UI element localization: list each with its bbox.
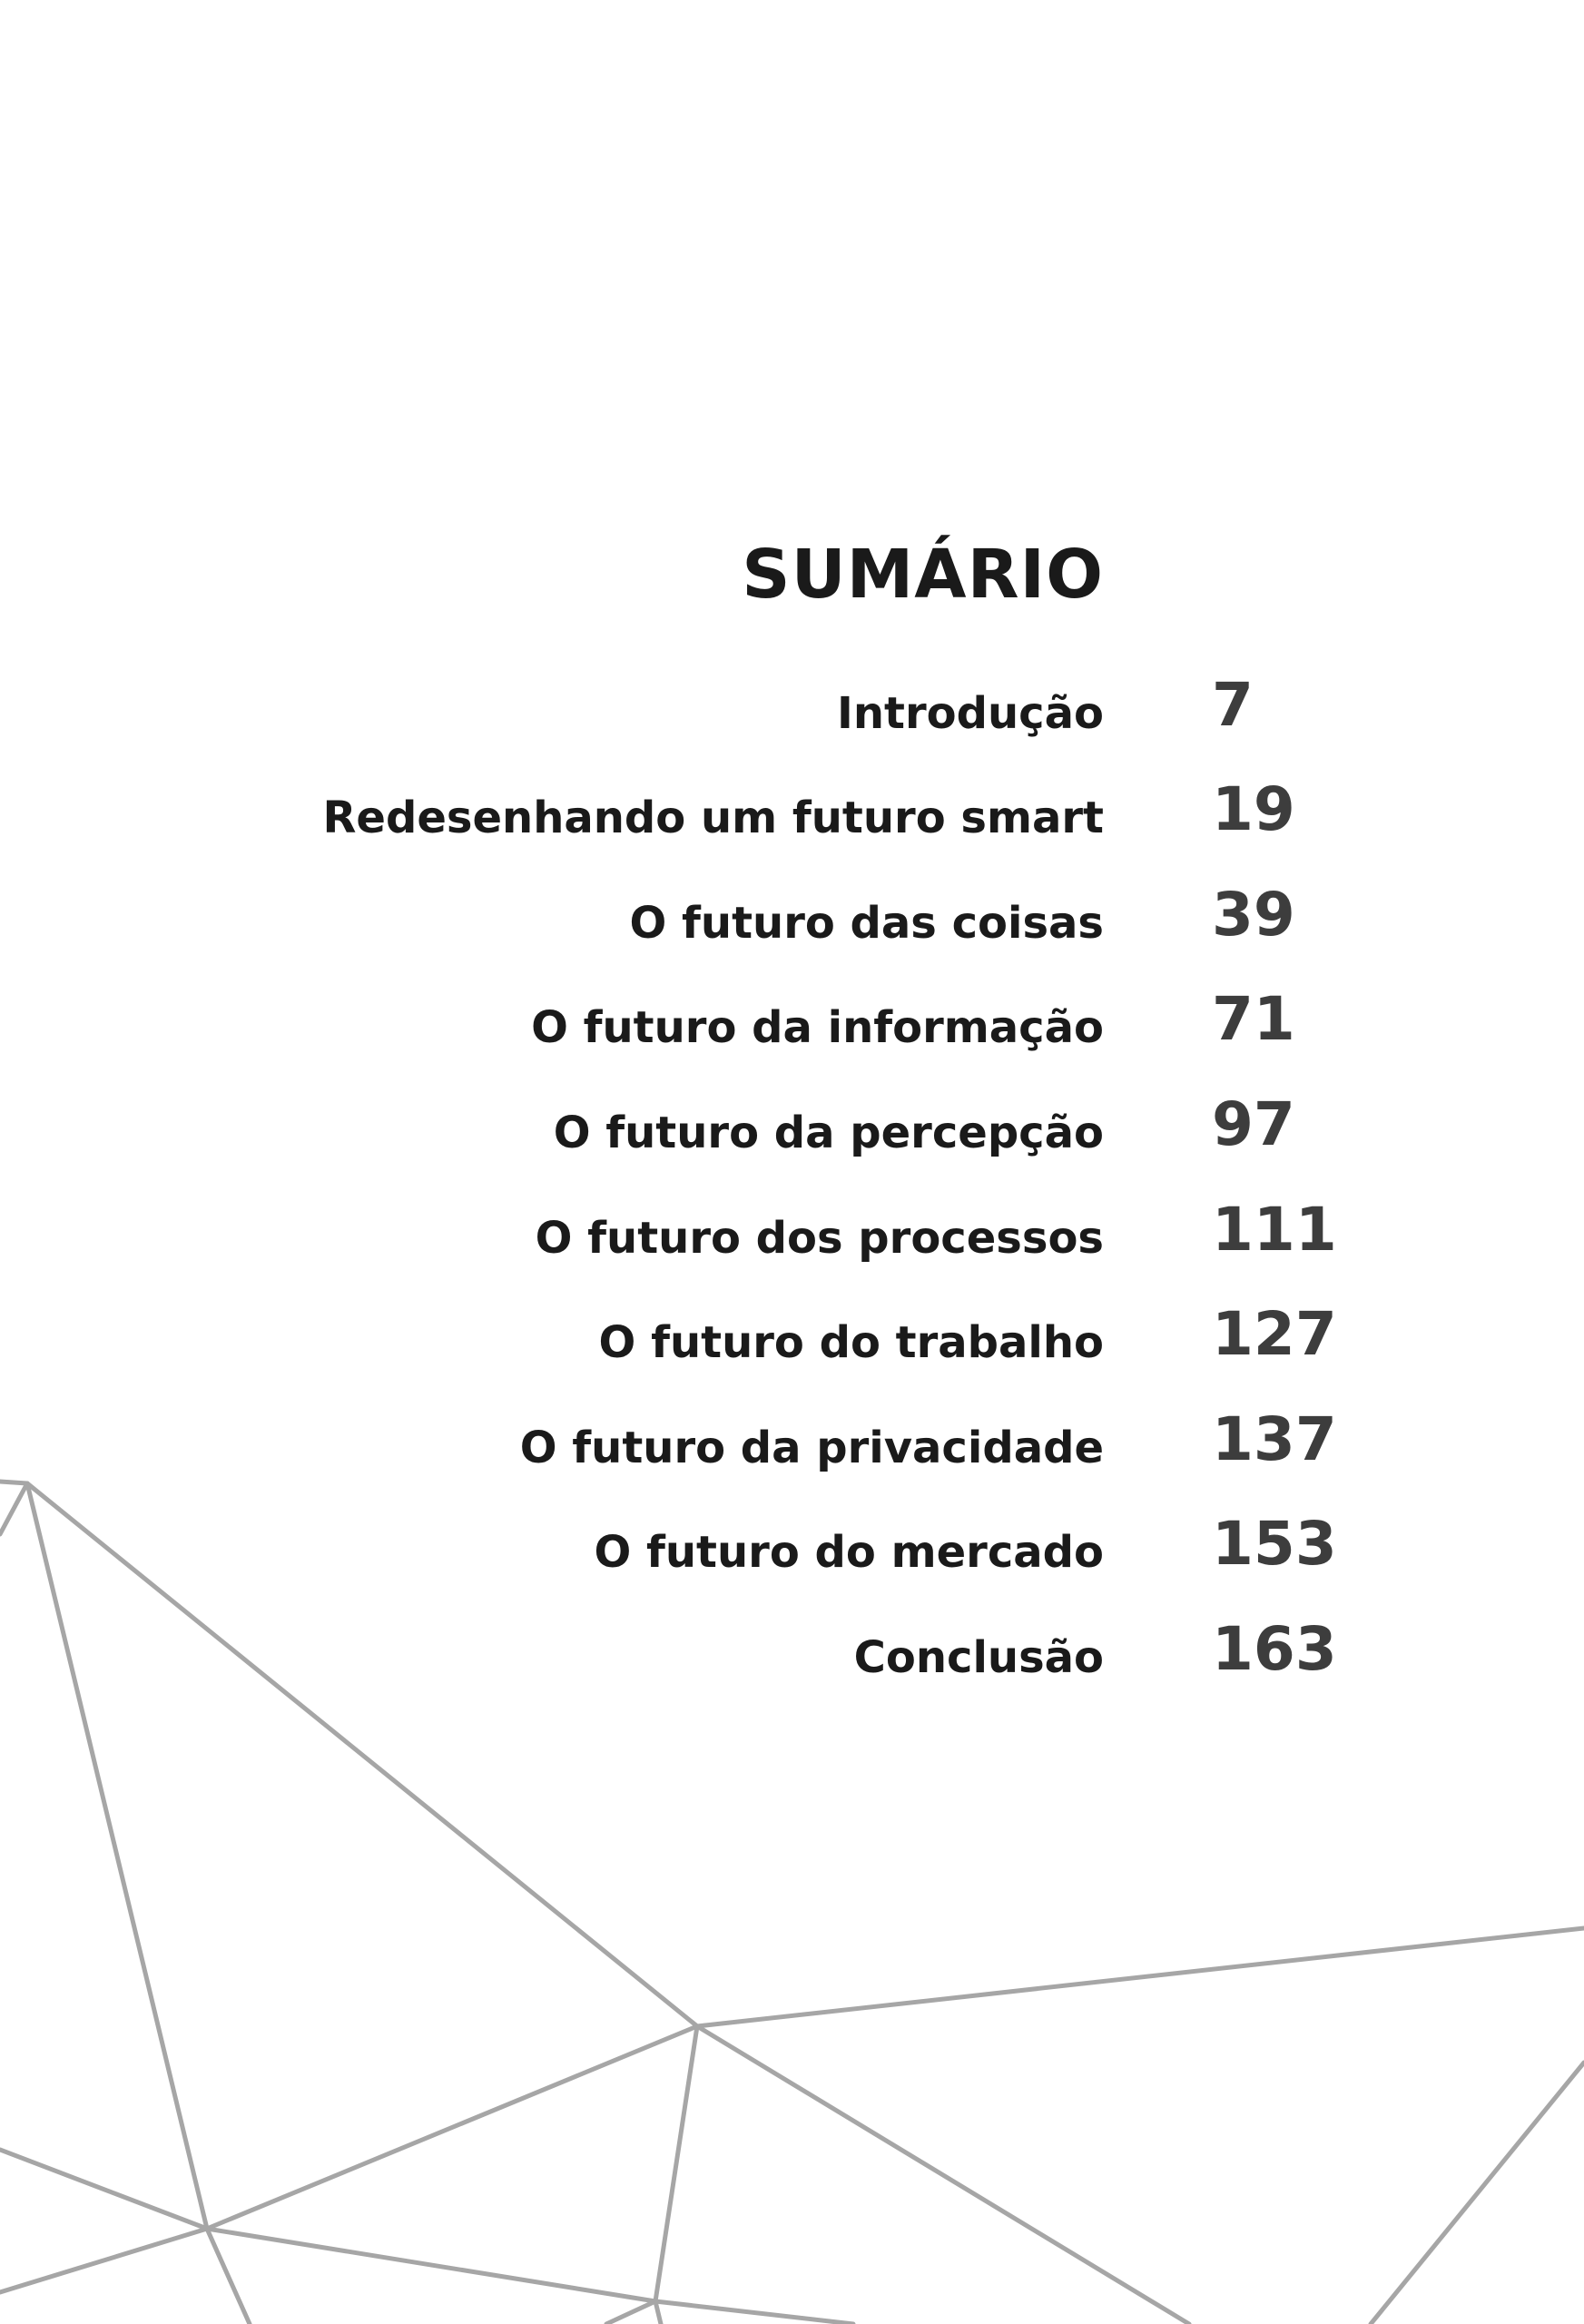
toc-entry-page: 137 — [1212, 1404, 1337, 1474]
toc-entry-page: 163 — [1212, 1614, 1337, 1684]
toc-entry — [0, 1195, 1584, 1280]
toc-entry — [0, 1404, 1584, 1490]
toc-entry-label: Introdução — [837, 688, 1104, 739]
toc-entry-label: Conclusão — [853, 1632, 1104, 1683]
toc-entry-page: 127 — [1212, 1299, 1337, 1369]
toc-entry-label: O futuro do trabalho — [598, 1317, 1104, 1368]
toc-entry — [0, 1614, 1584, 1699]
toc-entry-page: 111 — [1212, 1195, 1337, 1265]
toc-entry — [0, 984, 1584, 1069]
toc-entry-label: O futuro do mercado — [594, 1527, 1104, 1578]
toc-entry-label: O futuro das coisas — [629, 898, 1104, 949]
toc-entry-page: 97 — [1212, 1089, 1295, 1159]
toc-entry — [0, 1089, 1584, 1175]
toc-entry-page: 7 — [1212, 670, 1254, 740]
toc-entry — [0, 670, 1584, 755]
toc-entry-label: O futuro da privacidade — [519, 1423, 1104, 1473]
toc-entry — [0, 1299, 1584, 1384]
toc-entry-page: 71 — [1212, 984, 1295, 1054]
toc-title: SUMÁRIO — [742, 536, 1104, 614]
toc-entry — [0, 1509, 1584, 1594]
toc-entry-page: 39 — [1212, 880, 1295, 950]
toc-entry — [0, 774, 1584, 860]
toc-entry — [0, 880, 1584, 965]
toc-entry-page: 19 — [1212, 774, 1295, 844]
toc-entry-label: O futuro da percepção — [553, 1108, 1104, 1158]
toc-entry-label: Redesenhando um futuro smart — [322, 793, 1104, 843]
toc-entry-label: O futuro da informação — [531, 1002, 1104, 1053]
toc-entry-page: 153 — [1212, 1509, 1337, 1579]
toc-entry-label: O futuro dos processos — [535, 1213, 1104, 1264]
